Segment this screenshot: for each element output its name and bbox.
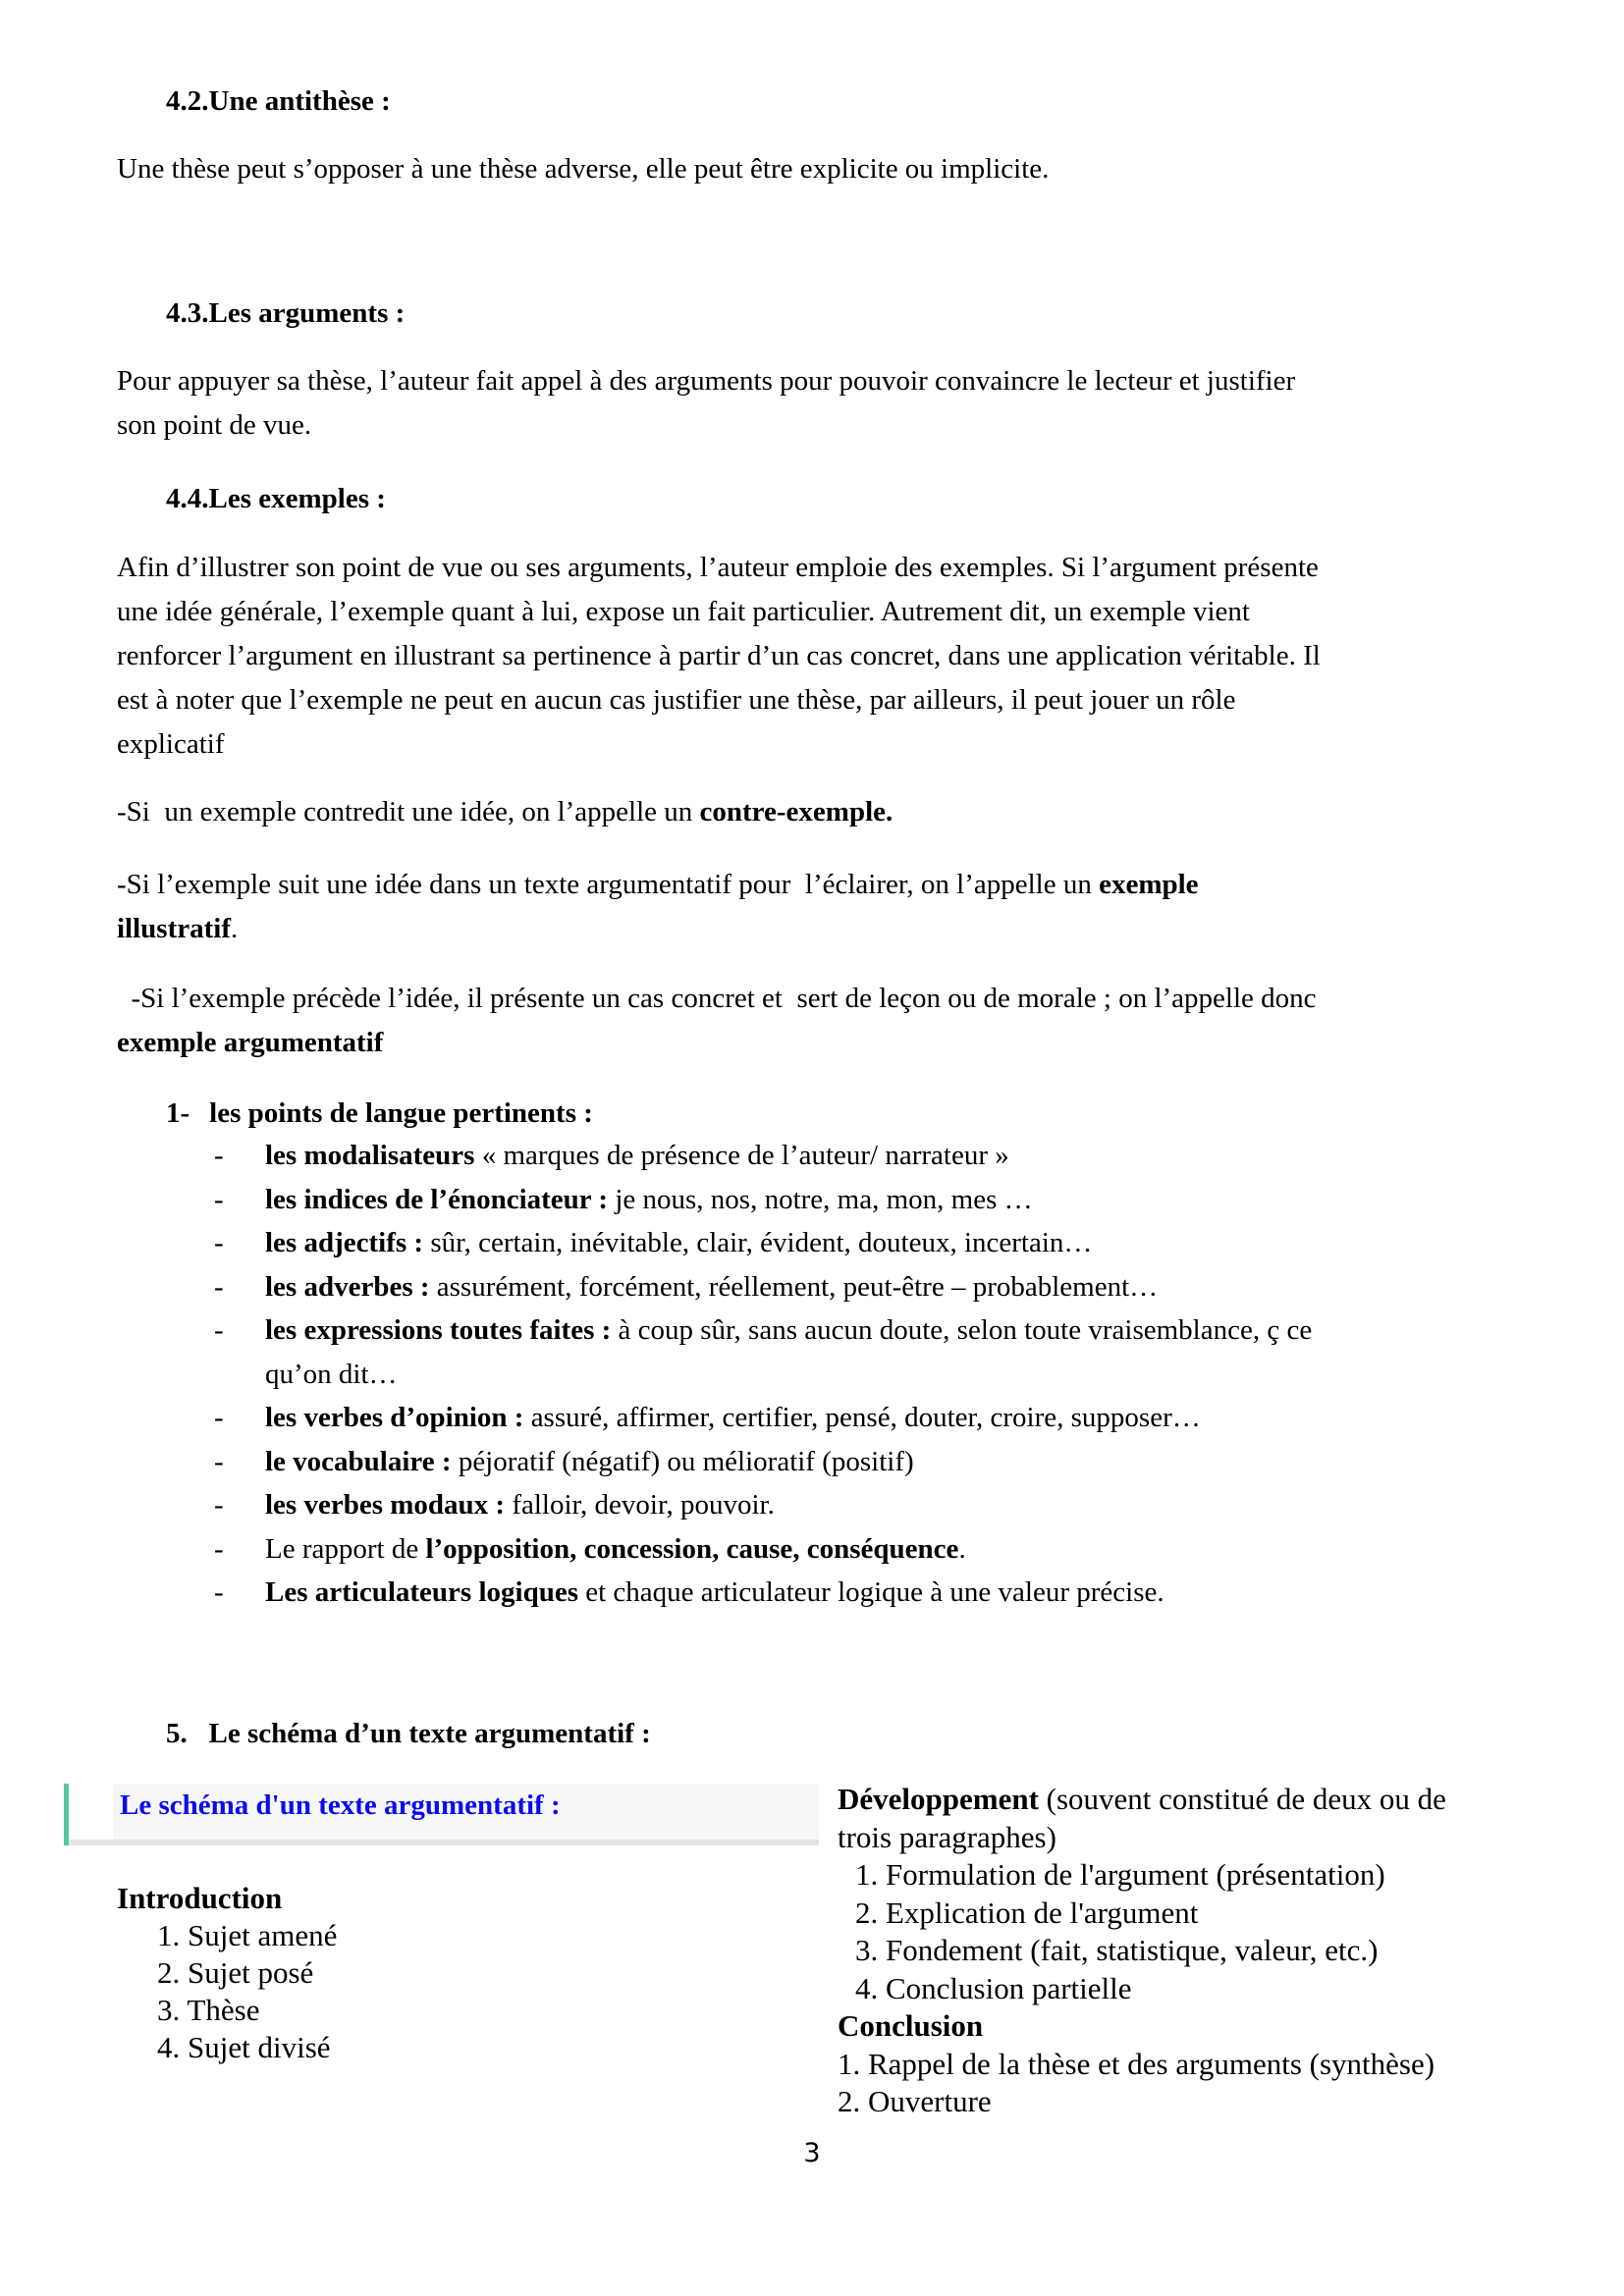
paragraph-line: renforcer l’argument en illustrant sa pertinence à partir d’un cas concret, dans une application véritable. Il	[117, 640, 1321, 671]
list-item: 2. Sujet posé	[157, 1955, 314, 1990]
introduction-title: Introduction	[117, 1881, 283, 1915]
page-number: 3	[803, 2138, 821, 2168]
introduction-list	[117, 1917, 804, 2066]
list-item: 3. Fondement (fait, statistique, valeur, etc.)	[855, 1933, 1379, 1967]
list-item: 1. Sujet amené	[157, 1918, 338, 1952]
term-exemple: exemple	[1099, 869, 1199, 900]
list-item: - le vocabulaire : péjoratif (négatif) ou mélioratif (positif)	[214, 1445, 914, 1477]
heading-exemples: 4.4.Les exemples :	[166, 483, 386, 514]
list-item: 4. Conclusion partielle	[855, 1970, 1132, 2005]
developpement-title: Développement	[838, 1782, 1039, 1816]
paragraph-line: une idée générale, l’exemple quant à lui, expose un fait particulier. Autrement dit, un exemple vient	[117, 596, 1250, 627]
term-contre-exemple: contre-exemple.	[699, 796, 893, 828]
paragraph-exemples	[117, 546, 1521, 767]
list-item: 1. Rappel de la thèse et des arguments (synthèse)	[838, 2046, 1435, 2081]
paragraph-antithese: Une thèse peut s’opposer à une thèse adverse, elle peut être explicite ou implicite.	[117, 153, 1050, 185]
schema-box-title: Le schéma d'un texte argumentatif :	[120, 1789, 561, 1821]
list-item: - les modalisateurs « marques de présence de l’auteur/ narrateur »	[214, 1140, 1009, 1171]
list-item: - les adverbes : assurément, forcément, réellement, peut-être – probablement…	[214, 1270, 1159, 1303]
points-langue-list	[214, 1134, 1530, 1615]
list-number: 1-	[166, 1097, 190, 1129]
list-item: - Les articulateurs logiques et chaque articulateur logique à une valeur précise.	[214, 1576, 1164, 1608]
schema-blockquote	[64, 1784, 819, 1845]
list-item: - Le rapport de l’opposition, concession, cause, conséquence.	[214, 1532, 966, 1565]
paragraph-line: explicatif	[117, 728, 225, 760]
paragraph-arguments	[117, 359, 1521, 448]
list-item: - les expressions toutes faites : à coup sûr, sans aucun doute, selon toute vraisemblance, ç ce qu’on dit…	[214, 1314, 1313, 1390]
paragraph-line: est à noter que l’exemple ne peut en aucun cas justifier une thèse, par ailleurs, il peut jouer un rôle	[117, 684, 1236, 716]
paragraph-line: Pour appuyer sa thèse, l’auteur fait appel à des arguments pour pouvoir convaincre le lecteur et justifier	[117, 365, 1296, 397]
list-item: - les verbes d’opinion : assuré, affirmer, certifier, pensé, douter, croire, supposer…	[214, 1402, 1201, 1433]
heading-points-langue: 1- les points de langue pertinents :	[166, 1097, 593, 1129]
list-item: 3. Thèse	[157, 1993, 260, 2027]
list-item: 4. Sujet divisé	[157, 2030, 331, 2064]
paragraph-argumentatif: -Si l’exemple précède l’idée, il présente un cas concret et sert de leçon ou de morale ; on l’appelle donc exemple argumentatif	[117, 983, 1317, 1058]
conclusion-list	[838, 2046, 1544, 2121]
list-item: - les adjectifs : sûr, certain, inévitable, clair, évident, douteux, incertain…	[214, 1227, 1093, 1258]
conclusion-title: Conclusion	[838, 2008, 984, 2043]
list-item: - les indices de l’énonciateur : je nous, nos, notre, ma, mon, mes …	[214, 1183, 1033, 1215]
schema-developpement-conclusion: Développement (souvent constitué de deux ou de trois paragraphes) 1. Formulation de l'argument (présentation) 2. Explication de l'argument 3. Fondement (fait, statistique, valeur, etc.) 4. Conclusion partielle Conclusion 1. Rappel de la thèse et des arguments (synthèse) 2. Ouverture	[838, 1781, 1544, 2121]
paragraph-illustratif: -Si l’exemple suit une idée dans un texte argumentatif pour l’éclairer, on l’appelle un exemple illustratif.	[117, 869, 1199, 944]
paragraph-line: son point de vue.	[117, 409, 312, 441]
schema-introduction	[117, 1880, 804, 2066]
heading-antithese: 4.2.Une antithèse :	[166, 85, 391, 117]
list-item: 1. Formulation de l'argument (présentation)	[855, 1857, 1385, 1892]
heading-schema: 5. Le schéma d’un texte argumentatif :	[166, 1718, 651, 1749]
heading-arguments: 4.3.Les arguments :	[166, 297, 406, 329]
developpement-list	[838, 1856, 1544, 2007]
paragraph-contre-exemple: -Si un exemple contredit une idée, on l’appelle un contre-exemple.	[117, 796, 893, 828]
list-item: 2. Ouverture	[838, 2084, 992, 2118]
paragraph-line: Afin d’illustrer son point de vue ou ses arguments, l’auteur emploie des exemples. Si l’argument présente	[117, 552, 1319, 583]
term-exemple-argumentatif: exemple argumentatif	[117, 1027, 384, 1058]
list-item: 2. Explication de l'argument	[855, 1895, 1199, 1930]
list-item: - les verbes modaux : falloir, devoir, pouvoir.	[214, 1489, 775, 1521]
term-illustratif: illustratif	[117, 913, 231, 944]
